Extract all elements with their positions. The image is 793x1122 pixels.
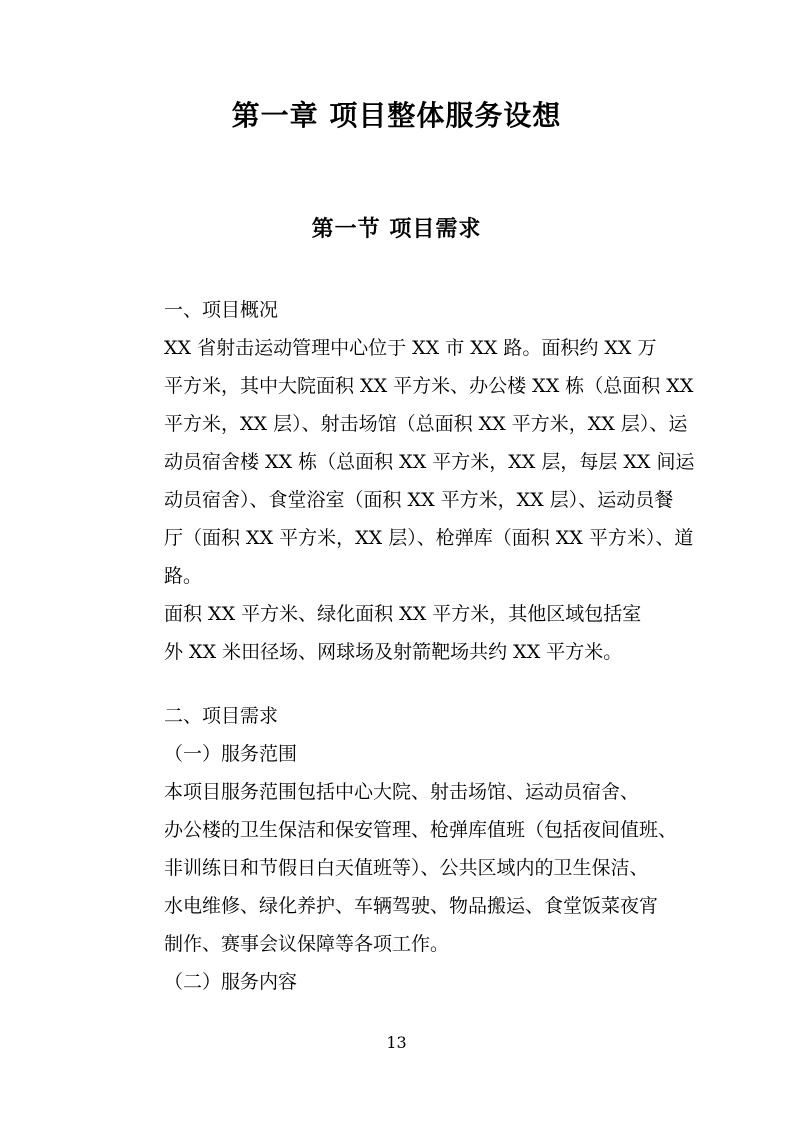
overview-heading: 一、项目概况: [164, 299, 279, 321]
paragraph-line: 厅（面积 XX 平方米，XX 层）、枪弹库（面积 XX 平方米）、道: [164, 527, 694, 549]
paragraph-line: XX 省射击运动管理中心位于 XX 市 XX 路。面积约 XX 万: [164, 337, 657, 359]
section-title: 第一节 项目需求: [311, 216, 482, 242]
paragraph-line: 本项目服务范围包括中心大院、射击场馆、运动员宿舍、: [164, 781, 640, 803]
paragraph-line: 动员宿舍楼 XX 栋（总面积 XX 平方米，XX 层，每层 XX 间运: [164, 451, 695, 473]
paragraph-line: 平方米，其中大院面积 XX 平方米、办公楼 XX 栋（总面积 XX: [164, 375, 694, 397]
service-content-heading: （二）服务内容: [164, 971, 298, 993]
paragraph-line: 水电维修、绿化养护、车辆驾驶、物品搬运、食堂饭菜夜宵: [164, 895, 659, 917]
chapter-title: 第一章 项目整体服务设想: [231, 99, 562, 132]
paragraph-line: 办公楼的卫生保洁和保安管理、枪弹库值班（包括夜间值班、: [164, 819, 678, 841]
overview-paragraph-1: [116, 329, 695, 595]
paragraph-line: 平方米，XX 层）、射击场馆（总面积 XX 平方米，XX 层）、运: [164, 413, 688, 435]
overview-paragraph-2: [116, 595, 678, 671]
paragraph-line: 制作、赛事会议保障等各项工作。: [164, 933, 450, 955]
service-scope-heading: （一）服务范围: [164, 743, 298, 765]
overview-section: [116, 291, 695, 671]
paragraph-line: 动员宿舍）、食堂浴室（面积 XX 平方米，XX 层）、运动员餐: [164, 489, 674, 511]
requirements-section: [116, 697, 678, 1001]
paragraph-line: 路。: [164, 565, 203, 587]
paragraph-line: 外 XX 米田径场、网球场及射箭靶场共约 XX 平方米。: [164, 641, 623, 663]
service-scope-paragraph: [116, 773, 678, 963]
paragraph-line: 面积 XX 平方米、绿化面积 XX 平方米，其他区域包括室: [164, 603, 642, 625]
page-number: 13: [386, 1033, 407, 1052]
paragraph-line: 非训练日和节假日白天值班等）、公共区域内的卫生保洁、: [164, 857, 649, 879]
requirements-heading: 二、项目需求: [164, 705, 279, 727]
